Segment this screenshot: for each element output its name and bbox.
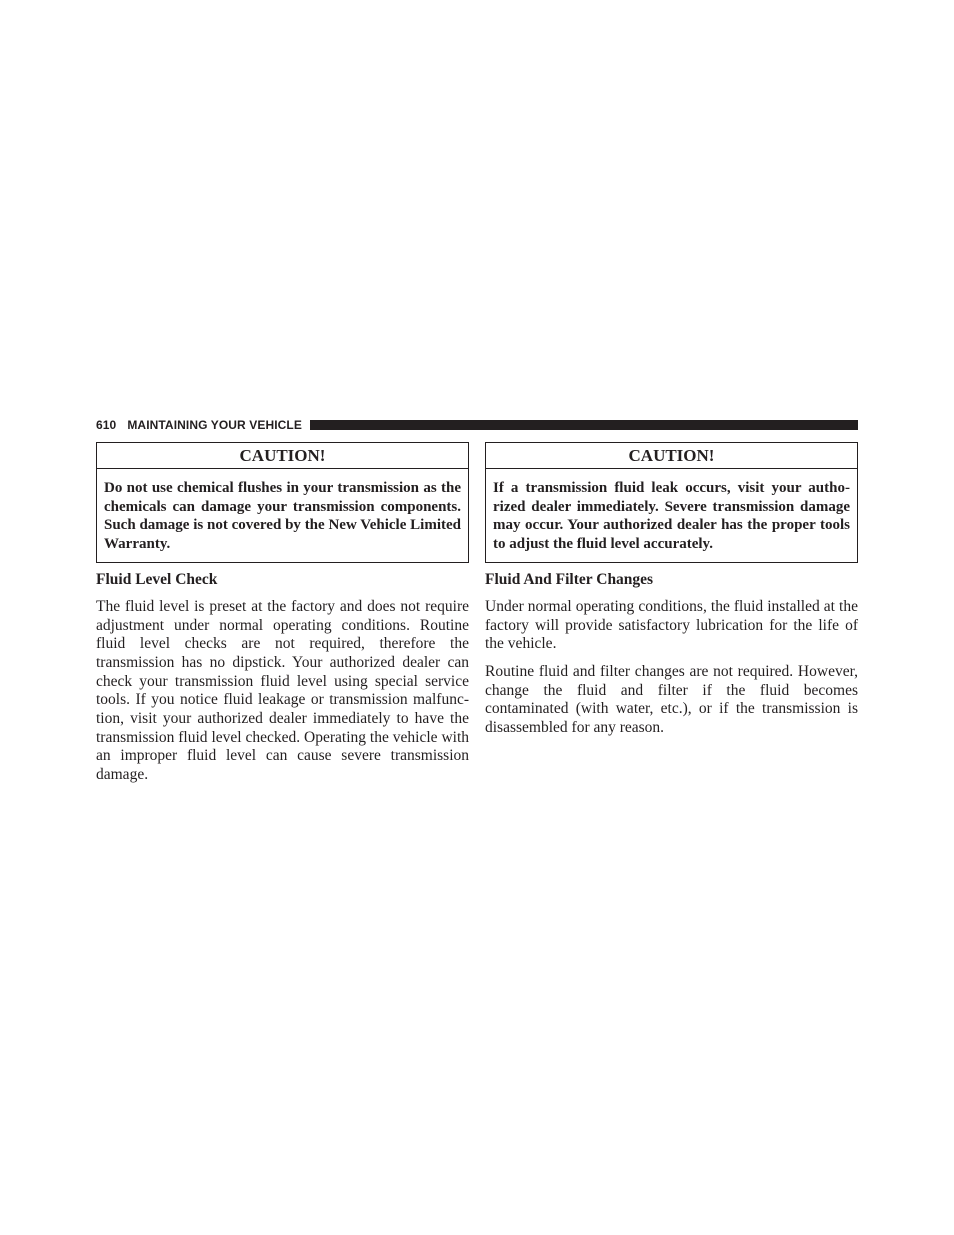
caution-box-left (96, 442, 469, 563)
paragraph-fluid-level: The fluid level is preset at the factory and does not require adjustment under normal operating conditions. Routine fluid level checks are not required, therefore the transmission has no dipstick. Your authorized dealer can check your transmission fluid level using special service tools. If you notice fluid leakage or transmission malfunction, visit your authorized dealer immediately to have the transmission fluid level checked. Operating the vehicle with an improper fluid level can cause severe transmission damage. (96, 597, 469, 784)
caution-title-left: CAUTION! (97, 443, 468, 469)
paragraph-routine-changes: Routine fluid and filter changes are not required. However, change the fluid and filter if the fluid becomes contaminated (with water, etc.), or if the transmission is disassembled for any reason. (485, 662, 858, 737)
heading-fluid-level-check: Fluid Level Check (96, 570, 218, 588)
page-header (96, 417, 858, 433)
heading-fluid-filter-changes: Fluid And Filter Changes (485, 570, 654, 588)
left-column (96, 442, 469, 785)
section-title: MAINTAINING YOUR VEHICLE (127, 418, 302, 432)
caution-text-left: Do not use chemical flushes in your transmission as the chemicals can damage your transmission components. Such damage is not covered by the New Vehicle Limited Warranty. (104, 480, 461, 553)
paragraph-normal-conditions: Under normal operating conditions, the fluid installed at the factory will provide satisfactory lubrication for the life of the vehicle. (485, 597, 858, 653)
caution-text-right: If a transmission fluid leak occurs, visit your authorized dealer immediately. Severe transmission damage may occur. Your authorized dealer has the proper tools to adjust the fluid level accurately. (493, 480, 850, 553)
page-number: 610 (96, 418, 117, 432)
caution-box-right (485, 442, 858, 563)
caution-title-right: CAUTION! (486, 443, 857, 469)
header-rule-bar (310, 420, 858, 430)
right-column (485, 442, 858, 738)
